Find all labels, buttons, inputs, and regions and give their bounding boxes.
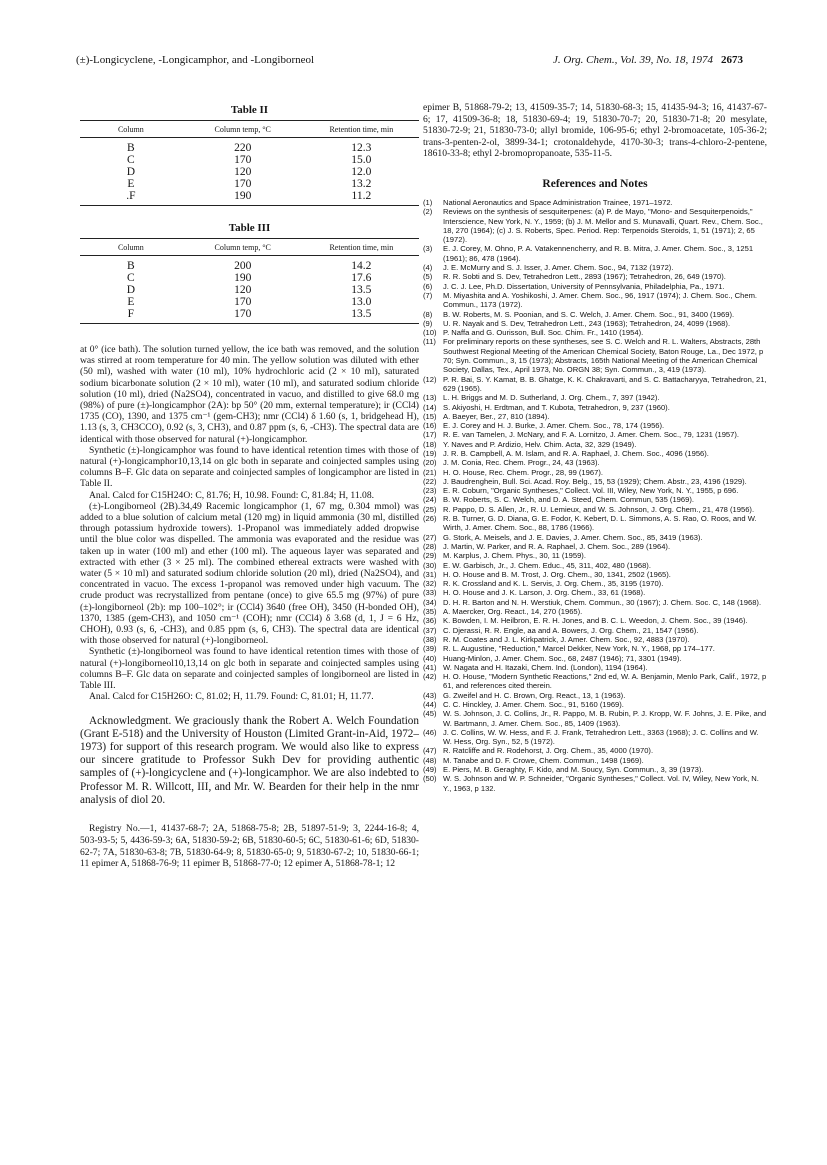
reference-number: (4) bbox=[423, 263, 433, 273]
reference-number: (16) bbox=[423, 421, 437, 431]
reference-text: J. E. McMurry and S. J. Isser, J. Amer. Chem. Soc., 94, 7132 (1972). bbox=[443, 263, 674, 273]
reference-item bbox=[423, 477, 767, 486]
reference-item bbox=[423, 393, 767, 402]
reference-item bbox=[423, 310, 767, 319]
table-2 bbox=[80, 120, 419, 206]
reference-item bbox=[423, 319, 767, 328]
reference-number: (11) bbox=[423, 337, 436, 347]
reference-item bbox=[423, 700, 767, 709]
body-paragraph: at 0° (ice bath). The solution turned yellow, the ice bath was removed, and the solution was stirred at room temperature for 40 min. The yellow solution was diluted with ether (50 ml), washed with water (10 ml), 10% hydrochloric acid (2 × 10 ml), saturated sodium bicarbonate solution (2 × 10 ml), water (10 ml), and saturated sodium chloride solution (10 ml), dried (Na2SO4), concentrated in vacuo, and distilled to give 68.0 mg (98%) of pure (±)-longicamphor (2A): bp 50° (20 mm, external temperature); ir (CCl4) 1735 (CO), 1390, and 1375 cm⁻¹ (gem-CH3); nmr (CCl4) δ 1.60 (s, 1, bridgehead H), 1.13 (s, 3, CH3CCO), 0.92 (s, 3, CH3), and 0.87 ppm (s, 6, -CH3). The spectral data are identical with those observed for natural (+)-longicamphor. bbox=[80, 344, 419, 445]
reference-text: D. H. R. Barton and N. H. Werstiuk, Chem. Commun., 30 (1967); J. Chem. Soc. C, 148 (1968). bbox=[443, 597, 762, 607]
reference-text: J. M. Conia, Rec. Chem. Progr., 24, 43 (1963). bbox=[443, 458, 600, 468]
table-3 bbox=[80, 238, 419, 324]
table-cell: 13.0 bbox=[351, 296, 372, 308]
reference-text: R. E. van Tamelen, J. McNary, and F. A. Lornitzo, J. Amer. Chem. Soc., 79, 1231 (1957). bbox=[443, 430, 740, 440]
reference-text: E. R. Coburn, "Organic Syntheses," Collect. Vol. III, Wiley, New York, N. Y., 1955, p 696. bbox=[443, 486, 739, 496]
reference-number: (3) bbox=[423, 244, 433, 254]
reference-number: (27) bbox=[423, 532, 437, 542]
table-header-cell: Column bbox=[80, 239, 182, 256]
table-cell: 170 bbox=[234, 178, 252, 190]
table-cell: 13.5 bbox=[351, 284, 372, 296]
reference-number: (45) bbox=[423, 709, 437, 719]
reference-number: (26) bbox=[423, 514, 437, 524]
table-cell: 170 bbox=[234, 296, 252, 308]
reference-number: (35) bbox=[423, 607, 437, 617]
reference-number: (17) bbox=[423, 430, 437, 440]
reference-text: M. Tanabe and D. F. Crowe, Chem. Commun., 1498 (1969). bbox=[443, 755, 644, 765]
table-cell: 12.0 bbox=[351, 166, 372, 178]
reference-number: (37) bbox=[423, 625, 437, 635]
table-row bbox=[80, 190, 419, 206]
table-2-title: Table II bbox=[230, 104, 269, 116]
reference-text: W. S. Johnson and W. P. Schneider, "Organic Syntheses," Collect. Vol. IV, Wiley, New York, N. Y., 1963, p 132. bbox=[443, 774, 759, 793]
reference-item bbox=[423, 337, 767, 374]
table-cell: 14.2 bbox=[351, 260, 372, 272]
table-3-title: Table III bbox=[228, 222, 271, 234]
reference-item bbox=[423, 486, 767, 495]
reference-number: (1) bbox=[423, 197, 433, 207]
table-row bbox=[80, 166, 419, 178]
reference-number: (38) bbox=[423, 634, 437, 644]
body-paragraph: Anal. Calcd for C15H26O: C, 81.02; H, 11.79. Found: C, 81.01; H, 11.77. bbox=[89, 691, 374, 703]
reference-item bbox=[423, 663, 767, 672]
table-cell: 190 bbox=[234, 272, 252, 284]
reference-text: R. K. Crossland and K. L. Servis, J. Org. Chem., 35, 3195 (1970). bbox=[443, 579, 664, 589]
reference-item bbox=[423, 282, 767, 291]
table-cell: 120 bbox=[234, 166, 252, 178]
table-cell: 220 bbox=[234, 142, 252, 154]
reference-text: J. Baudrenghein, Bull. Sci. Acad. Roy. Belg., 15, 53 (1929); Chem. Abstr., 23, 4196 (1929). bbox=[443, 476, 747, 486]
reference-number: (41) bbox=[423, 662, 437, 672]
table-row bbox=[80, 138, 419, 155]
reference-text: G. Zweifel and H. C. Brown, Org. React., 13, 1 (1963). bbox=[443, 690, 626, 700]
reference-item bbox=[423, 291, 767, 310]
reference-number: (31) bbox=[423, 569, 437, 579]
reference-text: E. W. Garbisch, Jr., J. Chem. Educ., 45, 311, 402, 480 (1968). bbox=[443, 560, 651, 570]
table-row bbox=[80, 178, 419, 190]
table-cell: 120 bbox=[234, 284, 252, 296]
reference-number: (13) bbox=[423, 393, 437, 403]
reference-number: (23) bbox=[423, 486, 437, 496]
reference-item bbox=[423, 728, 767, 747]
reference-item bbox=[423, 198, 767, 207]
reference-text: J. C. J. Lee, Ph.D. Dissertation, University of Pennsylvania, Philadelphia, Pa., 1971. bbox=[443, 281, 725, 291]
reference-number: (9) bbox=[423, 318, 433, 328]
reference-number: (49) bbox=[423, 765, 437, 775]
reference-text: S. Akiyoshi, H. Erdtman, and T. Kubota, Tetrahedron, 9, 237 (1960). bbox=[443, 402, 670, 412]
reference-number: (28) bbox=[423, 541, 437, 551]
reference-item bbox=[423, 430, 767, 439]
reference-item bbox=[423, 440, 767, 449]
right-column bbox=[423, 102, 767, 793]
reference-item bbox=[423, 746, 767, 755]
reference-number: (2) bbox=[423, 207, 433, 217]
reference-text: R. M. Coates and J. L. Kirkpatrick, J. Amer. Chem. Soc., 92, 4883 (1970). bbox=[443, 634, 690, 644]
reference-item bbox=[423, 505, 767, 514]
table-cell: 17.6 bbox=[351, 272, 372, 284]
table-cell: E bbox=[127, 296, 135, 308]
registry-numbers: Registry No.—1, 41437-68-7; 2A, 51868-75-8; 2B, 51897-51-9; 3, 2244-16-8; 4, 503-93-5; 5, 4436-59-3; 6A, 51830-59-2; 6B, 51830-60-5; 6C, 51830-61-6; 6D, 51830-62-7; 7A, 51830-63-8; 7B, 51830-64-9; 8, 51830-65-0; 9, 51830-67-2; 10, 51830-66-1; 11 epimer A, 51868-76-9; 11 epimer B, 51868-77-0; 12 epimer A, 51868-78-1; 12 bbox=[80, 822, 419, 870]
references-heading: References and Notes bbox=[542, 177, 648, 190]
table-header-cell: Retention time, min bbox=[304, 121, 419, 138]
reference-text: G. Stork, A. Meisels, and J. E. Davies, J. Amer. Chem. Soc., 85, 3419 (1963). bbox=[443, 532, 703, 542]
table-row bbox=[80, 296, 419, 308]
body-paragraph: Synthetic (±)-longiborneol was found to have identical retention times with those of natural (+)-longiborneol10,13,14 on glc both in separate and coinjected samples using columns B–F. Glc data on separate and coinjected samples of longiborneol are listed in Table III. bbox=[80, 646, 419, 692]
reference-item bbox=[423, 616, 767, 625]
reference-list bbox=[423, 198, 767, 793]
reference-item bbox=[423, 272, 767, 281]
reference-number: (18) bbox=[423, 439, 437, 449]
reference-item bbox=[423, 263, 767, 272]
table-cell: E bbox=[127, 178, 135, 190]
reference-item bbox=[423, 709, 767, 728]
reference-item bbox=[423, 570, 767, 579]
reference-text: P. Naffa and G. Ourisson, Bull. Soc. Chim. Fr., 1410 (1954). bbox=[443, 328, 644, 338]
table-row bbox=[80, 256, 419, 273]
reference-text: For preliminary reports on these syntheses, see S. C. Welch and R. L. Walters, Abstracts, 28th Southwest Regional Meeting of the American Chemical Society, Baton Rouge, La., Dec 1972, p 70; Syn. Commun., 3, 15 (1973); Abstracts, 165th National Meeting of the American Chemical Society, Dallas, Tex., April 1973, No. ORGN 38; Syn. Commun., 3, 419 (1973). bbox=[443, 337, 764, 375]
reference-item bbox=[423, 579, 767, 588]
reference-item bbox=[423, 765, 767, 774]
table-header-cell: Retention time, min bbox=[304, 239, 419, 256]
acknowledgment: Acknowledgment. We graciously thank the Robert A. Welch Foundation (Grant E-518) and the University of Houston (Limited Grant-in-Aid, 1972–1973) for support of this research program. We would also like to express our sincere gratitude to Professor Sukh Dev for providing authentic samples of (+)-longicyclene and (+)-longicamphor. We are also indebted to Professor M. R. Willcott, III, and Mr. W. Bearden for their help in the nmr analysis of diol 20. bbox=[80, 714, 419, 806]
reference-item bbox=[423, 244, 767, 263]
reference-item bbox=[423, 644, 767, 653]
reference-number: (6) bbox=[423, 281, 433, 291]
reference-text: M. Karplus, J. Chem. Phys., 30, 11 (1959). bbox=[443, 551, 586, 561]
reference-text: R. Ratcliffe and R. Rodehorst, J. Org. Chem., 35, 4000 (1970). bbox=[443, 746, 654, 756]
reference-number: (43) bbox=[423, 690, 437, 700]
reference-number: (50) bbox=[423, 774, 437, 784]
running-title: (±)-Longicyclene, -Longicamphor, and -Longiborneol bbox=[76, 54, 315, 66]
reference-item bbox=[423, 588, 767, 597]
reference-number: (47) bbox=[423, 746, 437, 756]
reference-text: A. Maercker, Org. React., 14, 270 (1965). bbox=[443, 607, 583, 617]
reference-number: (39) bbox=[423, 644, 437, 654]
reference-text: R. Pappo, D. S. Allen, Jr., R. U. Lemieux, and W. S. Johnson, J. Org. Chem., 21, 478 (1956). bbox=[443, 504, 755, 514]
table-cell: 170 bbox=[182, 308, 304, 324]
body-paragraph: (±)-Longiborneol (2B).34,49 Racemic longicamphor (1, 67 mg, 0.304 mmol) was added to a blue solution of calcium metal (120 mg) in liquid ammonia (30 ml, distilled through potassium hydroxide towers). 1-Propanol was immediately added dropwise until the blue color was dispelled. The ammonia was evaporated and the residue was taken up in water (100 ml) and ether (100 ml). The aqueous layer was separated and extracted with ether (3 × 25 ml). The combined ethereal extracts were washed with water (5 × 10 ml) and saturated sodium chloride solution (20 ml), dried (Na2SO4), and concentrated in vacuo. The excess 1-propanol was removed under high vacuum. The crude product was recrystallized from pentane (once) to give 65.5 mg (97%) of pure (±)-longiborneol (2b): mp 100–102°; ir (CCl4) 3640 (free OH), 3450 (H-bonded OH), 1370, 1385 (gem-CH3), and 1050 cm⁻¹ (COH); nmr (CCl4) δ 3.68 (d, 1, J = 6 Hz, CHOH), 0.93 (s, 6, -CH3), and 0.85 ppm (s, 6, CH3). The spectral data are identical with those observed for natural (+)-longiborneol. bbox=[80, 500, 419, 647]
reference-text: Huang-Minlon, J. Amer. Chem. Soc., 68, 2487 (1946); 71, 3301 (1949). bbox=[443, 653, 682, 663]
reference-text: B. W. Roberts, M. S. Poonian, and S. C. Welch, J. Amer. Chem. Soc., 91, 3400 (1969). bbox=[443, 309, 735, 319]
reference-number: (24) bbox=[423, 495, 437, 505]
reference-text: M. Miyashita and A. Yoshikoshi, J. Amer. Chem. Soc., 96, 1917 (1974); J. Chem. Soc., Chem. Commun., 1173 (1972). bbox=[443, 290, 758, 310]
reference-number: (15) bbox=[423, 411, 437, 421]
reference-number: (5) bbox=[423, 272, 433, 282]
table-cell: 13.2 bbox=[351, 178, 372, 190]
body-paragraph: Synthetic (±)-longicamphor was found to have identical retention times with those of natural (+)-longicamphor10,13,14 on glc both in separate and coinjected samples using columns B–F. Glc data on separate and coinjected samples of longicamphor are listed in Table II. bbox=[80, 444, 419, 490]
reference-number: (33) bbox=[423, 588, 437, 598]
reference-text: J. Martin, W. Parker, and R. A. Raphael, J. Chem. Soc., 289 (1964). bbox=[443, 541, 671, 551]
table-cell: B bbox=[127, 260, 135, 272]
table-header-cell: Column temp, °C bbox=[182, 121, 304, 138]
table-cell: 170 bbox=[234, 154, 252, 166]
table-cell: 12.3 bbox=[351, 142, 372, 154]
reference-item bbox=[423, 449, 767, 458]
table-cell: 11.2 bbox=[304, 190, 419, 206]
table-cell: C bbox=[127, 272, 135, 284]
reference-number: (46) bbox=[423, 727, 437, 737]
table-row bbox=[80, 154, 419, 166]
reference-text: C. C. Hinckley, J. Amer. Chem. Soc., 91, 5160 (1969). bbox=[443, 700, 624, 709]
page-number: 2673 bbox=[721, 54, 743, 66]
reference-number: (44) bbox=[423, 700, 437, 709]
reference-number: (21) bbox=[423, 467, 437, 477]
reference-text: E. J. Corey, M. Ohno, P. A. Vatakennencherry, and R. B. Mitra, J. Amer. Chem. Soc., 3, 1251 (1961); 86, 478 (1964). bbox=[443, 244, 754, 263]
reference-text: R. L. Augustine, "Reduction," Marcel Dekker, New York, N. Y., 1968, pp 174–177. bbox=[443, 644, 715, 654]
reference-number: (22) bbox=[423, 476, 437, 486]
reference-text: W. S. Johnson, J. C. Collins, Jr., R. Pappo, M. B. Rubin, P. J. Kropp, W. F. Johns, J. E. Pike, and W. Bartmann, J. Amer. Chem. Soc., 85, 1409 (1963). bbox=[443, 709, 767, 728]
reference-item bbox=[423, 328, 767, 337]
registry-numbers-continued: epimer B, 51868-79-2; 13, 41509-35-7; 14, 51830-68-3; 15, 41435-94-3; 16, 41437-67-6; 17, 41509-36-8; 18, 51830-69-4; 19, 51830-70-7; 20, 51830-71-8; 20 mesylate, 51830-72-9; 21, 51830-73-0; allyl bromide, 106-95-6; ethyl 2-bromoacetate, 105-36-2; trans-3-penten-2-ol, 3899-34-1; crotonaldehyde, 4170-30-3; trans-4-chloro-2-pentene, 18610-33-8; ethyl 2-bromopropanoate, 535-11-5. bbox=[423, 102, 767, 160]
reference-item bbox=[423, 551, 767, 560]
table-cell: 13.5 bbox=[304, 308, 419, 324]
journal-citation bbox=[553, 54, 743, 66]
reference-item bbox=[423, 598, 767, 607]
reference-text: E. J. Corey and H. J. Burke, J. Amer. Chem. Soc., 78, 174 (1956). bbox=[443, 421, 665, 431]
reference-item bbox=[423, 607, 767, 616]
left-column bbox=[80, 102, 419, 870]
reference-item bbox=[423, 672, 767, 691]
reference-item bbox=[423, 542, 767, 551]
journal-name: J. Org. Chem., Vol. 39, No. 18, 1974 bbox=[552, 54, 713, 66]
reference-item bbox=[423, 412, 767, 421]
reference-number: (32) bbox=[423, 579, 437, 589]
reference-text: Reviews on the synthesis of sesquiterpenes: (a) P. de Mayo, "Mono- and Sesquiterpenoids," Interscience, New York, N. Y., 1959; (b) J. M. Mellor and S. Munavalli, Quart. Rev., Chem. Soc., 18, 270 (1964); (c) J. S. Roberts, Spec. Period. Rep: Terpenoids Steroids, 1, 51 (1971); 2, 65 (1972). bbox=[443, 207, 763, 245]
table-row bbox=[80, 308, 419, 324]
reference-number: (8) bbox=[423, 309, 433, 319]
table-cell: B bbox=[127, 142, 135, 154]
reference-text: H. O. House and B. M. Trost, J. Org. Chem., 30, 1341, 2502 (1965). bbox=[443, 569, 671, 579]
reference-text: C. Djerassi, R. R. Engle, aa and A. Bowers, J. Org. Chem., 21, 1547 (1956). bbox=[443, 625, 699, 635]
reference-number: (48) bbox=[423, 755, 437, 765]
reference-number: (10) bbox=[423, 328, 437, 338]
reference-item bbox=[423, 561, 767, 570]
reference-text: A. Baeyer, Ber., 27, 810 (1894). bbox=[443, 411, 550, 421]
table-cell: D bbox=[126, 284, 135, 296]
reference-text: E. Piers, M. B. Geraghty, F. Kido, and M. Soucy, Syn. Commun., 3, 39 (1973). bbox=[443, 765, 704, 775]
reference-number: (29) bbox=[423, 551, 437, 561]
reference-text: L. H. Briggs and M. D. Sutherland, J. Org. Chem., 7, 397 (1942). bbox=[443, 393, 660, 403]
reference-item bbox=[423, 533, 767, 542]
table-header-cell: Column bbox=[80, 121, 182, 138]
reference-number: (30) bbox=[423, 560, 437, 570]
body-paragraph: Anal. Calcd for C15H24O: C, 81.76; H, 10.98. Found: C, 81.84; H, 11.08. bbox=[89, 489, 375, 501]
table-cell: 15.0 bbox=[351, 154, 372, 166]
reference-item bbox=[423, 756, 767, 765]
reference-item bbox=[423, 691, 767, 700]
reference-text: National Aeronautics and Space Administration Trainee, 1971–1972. bbox=[443, 197, 673, 207]
reference-text: H. O. House, "Modern Synthetic Reactions," 2nd ed, W. A. Benjamin, Menlo Park, Calif., 1972, p 61, and references cited therein. bbox=[443, 672, 767, 691]
reference-item bbox=[423, 654, 767, 663]
table-header-cell: Column temp, °C bbox=[182, 239, 304, 256]
reference-number: (19) bbox=[423, 448, 437, 458]
reference-item bbox=[423, 635, 767, 644]
reference-number: (14) bbox=[423, 402, 437, 412]
reference-item bbox=[423, 495, 767, 504]
table-cell: 190 bbox=[182, 190, 304, 206]
reference-text: R. R. Sobti and S. Dev, Tetrahedron Lett., 2893 (1967); Tetrahedron, 26, 649 (1970). bbox=[443, 272, 726, 282]
reference-item bbox=[423, 626, 767, 635]
reference-text: J. C. Collins, W. W. Hess, and F. J. Frank, Tetrahedron Lett., 3363 (1968); J. C. Collins and W. W. Hess, Org. Syn., 52, 5 (1972). bbox=[443, 727, 759, 747]
reference-item bbox=[423, 514, 767, 533]
reference-item bbox=[423, 774, 767, 793]
reference-number: (34) bbox=[423, 597, 437, 607]
reference-number: (40) bbox=[423, 653, 437, 663]
table-cell: C bbox=[127, 154, 135, 166]
table-cell: 200 bbox=[234, 260, 252, 272]
reference-item bbox=[423, 375, 767, 394]
reference-item bbox=[423, 421, 767, 430]
reference-text: H. O. House and J. K. Larson, J. Org. Chem., 33, 61 (1968). bbox=[443, 588, 646, 598]
reference-text: R. B. Turner, G. D. Diana, G. E. Fodor, K. Kebert, D. L. Simmons, A. S. Rao, O. Roos, and W. Wirth, J. Amer. Chem. Soc., 88, 1786 (1966). bbox=[443, 514, 757, 533]
table-cell: F bbox=[80, 308, 182, 324]
reference-text: B. W. Roberts, S. C. Welch, and D. A. Steed, Chem. Commun, 535 (1969). bbox=[443, 495, 694, 505]
reference-item bbox=[423, 207, 767, 244]
reference-number: (36) bbox=[423, 616, 437, 626]
reference-item bbox=[423, 403, 767, 412]
table-cell: D bbox=[126, 166, 135, 178]
reference-number: (20) bbox=[423, 458, 437, 468]
reference-text: K. Bowden, I. M. Heilbron, E. R. H. Jones, and B. C. L. Weedon, J. Chem. Soc., 39 (1946). bbox=[443, 616, 748, 626]
reference-number: (25) bbox=[423, 504, 437, 514]
reference-text: J. R. B. Campbell, A. M. Islam, and R. A. Raphael, J. Chem. Soc., 4096 (1956). bbox=[443, 448, 709, 458]
table-row bbox=[80, 284, 419, 296]
reference-number: (7) bbox=[423, 290, 433, 300]
reference-item bbox=[423, 458, 767, 467]
reference-text: P. R. Bai, S. Y. Kamat, B. B. Ghatge, K. K. Chakravarti, and S. C. Battacharyya, Tetrahedron, 21, 629 (1965). bbox=[443, 374, 767, 393]
reference-text: U. R. Nayak and S. Dev, Tetrahedron Lett., 243 (1963); Tetrahedron, 24, 4099 (1968). bbox=[443, 318, 731, 328]
reference-text: W. Nagata and H. Itazaki, Chem. Ind. (London), 1194 (1964). bbox=[443, 662, 648, 672]
reference-text: Y. Naves and P. Ardizio, Helv. Chim. Acta, 32, 329 (1949). bbox=[443, 439, 637, 449]
table-row bbox=[80, 272, 419, 284]
reference-text: H. O. House, Rec. Chem. Progr., 28, 99 (1967). bbox=[443, 467, 603, 477]
table-cell: .F bbox=[80, 190, 182, 206]
reference-number: (12) bbox=[423, 374, 437, 384]
reference-number: (42) bbox=[423, 672, 437, 682]
reference-item bbox=[423, 468, 767, 477]
